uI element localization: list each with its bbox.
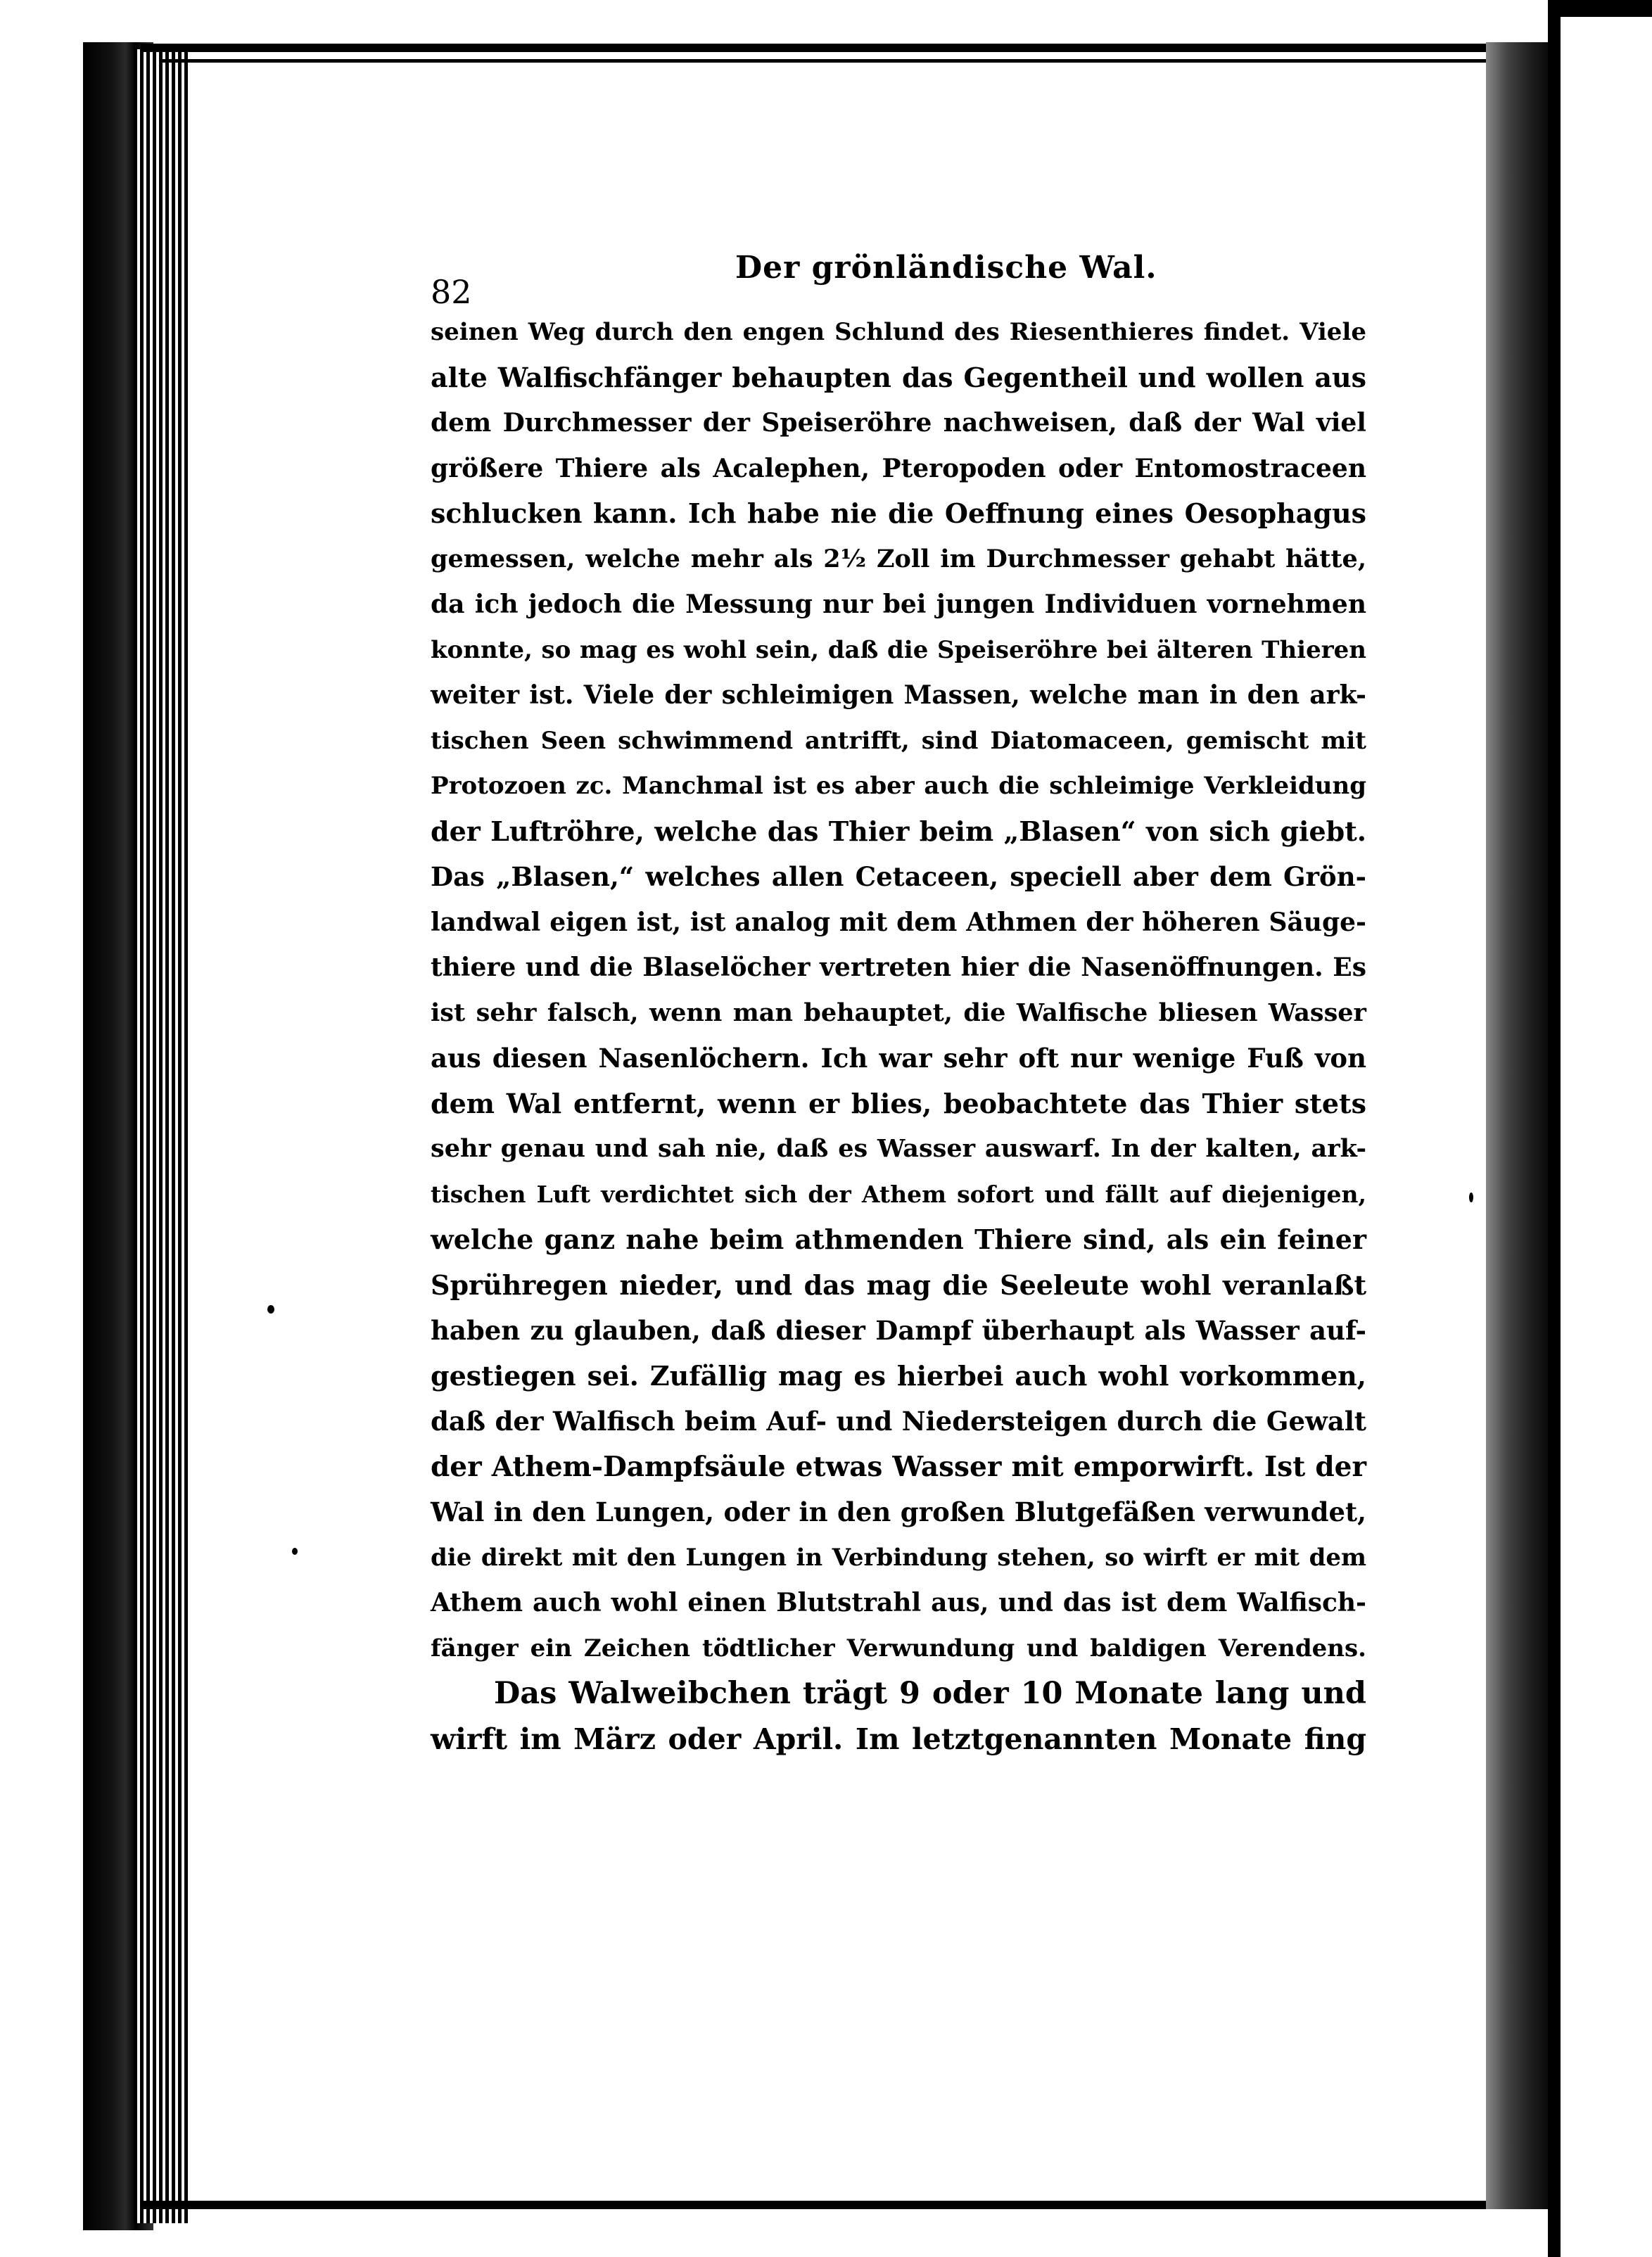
text-line: aus diesen Nasenlöchern. Ich war sehr oft nur wenige Fuß von [431,1043,1366,1074]
facing-page-top-shadow [1561,0,1652,17]
text-line: haben zu glauben, daß dieser Dampf überhaupt als Wasser auf- [431,1315,1366,1346]
text-line: dem Wal entfernt, wenn er blies, beobachtete das Thier stets [431,1087,1366,1119]
text-line: gestiegen sei. Zufällig mag es hierbei auch wohl vorkommen, [431,1359,1366,1392]
text-line: konnte, so mag es wohl sein, daß die Speiseröhre bei älteren Thieren [431,635,1366,664]
page-top-line [162,59,1492,63]
text-line-paragraph-start: Das Walweibchen trägt 9 oder 10 Monate lang und [494,1676,1366,1711]
text-line: alte Walfischfänger behaupten das Gegentheil und wollen aus [431,361,1366,393]
text-line: die direkt mit den Lungen in Verbindung stehen, so wirft er mit dem [431,1543,1366,1572]
text-line: seinen Weg durch den engen Schlund des Riesenthieres findet. Viele [431,318,1366,346]
text-line: der Luftröhre, welche das Thier beim „Blasen“ von sich giebt. [431,815,1366,847]
page-top-shadow [141,44,1492,52]
text-line: Das „Blasen,“ welches allen Cetaceen, speciell aber dem Grön- [431,861,1366,892]
page-stack-edges [134,49,190,2223]
book-spine-edge [1548,0,1561,2257]
facing-page [1561,0,1652,2257]
text-line: tischen Luft verdichtet sich der Athem sofort und fällt auf diejenigen, [431,1180,1366,1208]
running-title: Der grönländische Wal. [735,250,1157,286]
text-line: größere Thiere als Acalephen, Pteropoden oder Entomostraceen [431,453,1366,483]
text-line: schlucken kann. Ich habe nie die Oeffnung eines Oesophagus [431,497,1366,529]
text-line: weiter ist. Viele der schleimigen Massen, welche man in den ark- [431,680,1366,710]
speck [292,1548,298,1555]
text-line: thiere und die Blaselöcher vertreten hier die Nasenöffnungen. Es [431,953,1366,982]
text-line: tischen Seen schwimmend antrifft, sind Diatomaceen, gemischt mit [431,726,1366,755]
text-line: ist sehr falsch, wenn man behauptet, die Walfische bliesen Wasser [431,998,1366,1027]
text-line: welche ganz nahe beim athmenden Thiere sind, als ein feiner [431,1223,1366,1255]
speck [1469,1193,1473,1202]
text-line: fänger ein Zeichen tödtlicher Verwundung und baldigen Verendens. [431,1634,1366,1662]
text-line: gemessen, welche mehr als 2½ Zoll im Durchmesser gehabt hätte, [431,544,1366,573]
text-line: Protozoen zc. Manchmal ist es aber auch die schleimige Verkleidung [431,772,1366,800]
text-line: Sprühregen nieder, und das mag die Seeleute wohl veranlaßt [431,1269,1366,1301]
text-line: der Athem-Dampfsäule etwas Wasser mit emporwirft. Ist der [431,1450,1366,1483]
body-text [431,310,1366,1762]
text-line: sehr genau und sah nie, daß es Wasser auswarf. In der kalten, ark- [431,1134,1366,1163]
text-line: wirft im März oder April. Im letztgenannten Monate fing [431,1722,1366,1756]
text-line: da ich jedoch die Messung nur bei jungen Individuen vornehmen [431,590,1366,619]
text-line: dem Durchmesser der Speiseröhre nachweisen, daß der Wal viel [431,408,1366,438]
text-line: daß der Walfisch beim Auf- und Niedersteigen durch die Gewalt [431,1406,1366,1437]
page-bottom-shadow [141,2201,1534,2209]
text-line: Athem auch wohl einen Blutstrahl aus, und das ist dem Walfisch- [431,1588,1366,1617]
text-line: landwal eigen ist, ist analog mit dem Athmen der höheren Säuge- [431,907,1366,937]
text-line: Wal in den Lungen, oder in den großen Blutgefäßen verwundet, [431,1496,1366,1527]
book-gutter-shadow [1486,42,1556,2209]
page-number: 82 [431,273,472,311]
speck [267,1305,274,1314]
